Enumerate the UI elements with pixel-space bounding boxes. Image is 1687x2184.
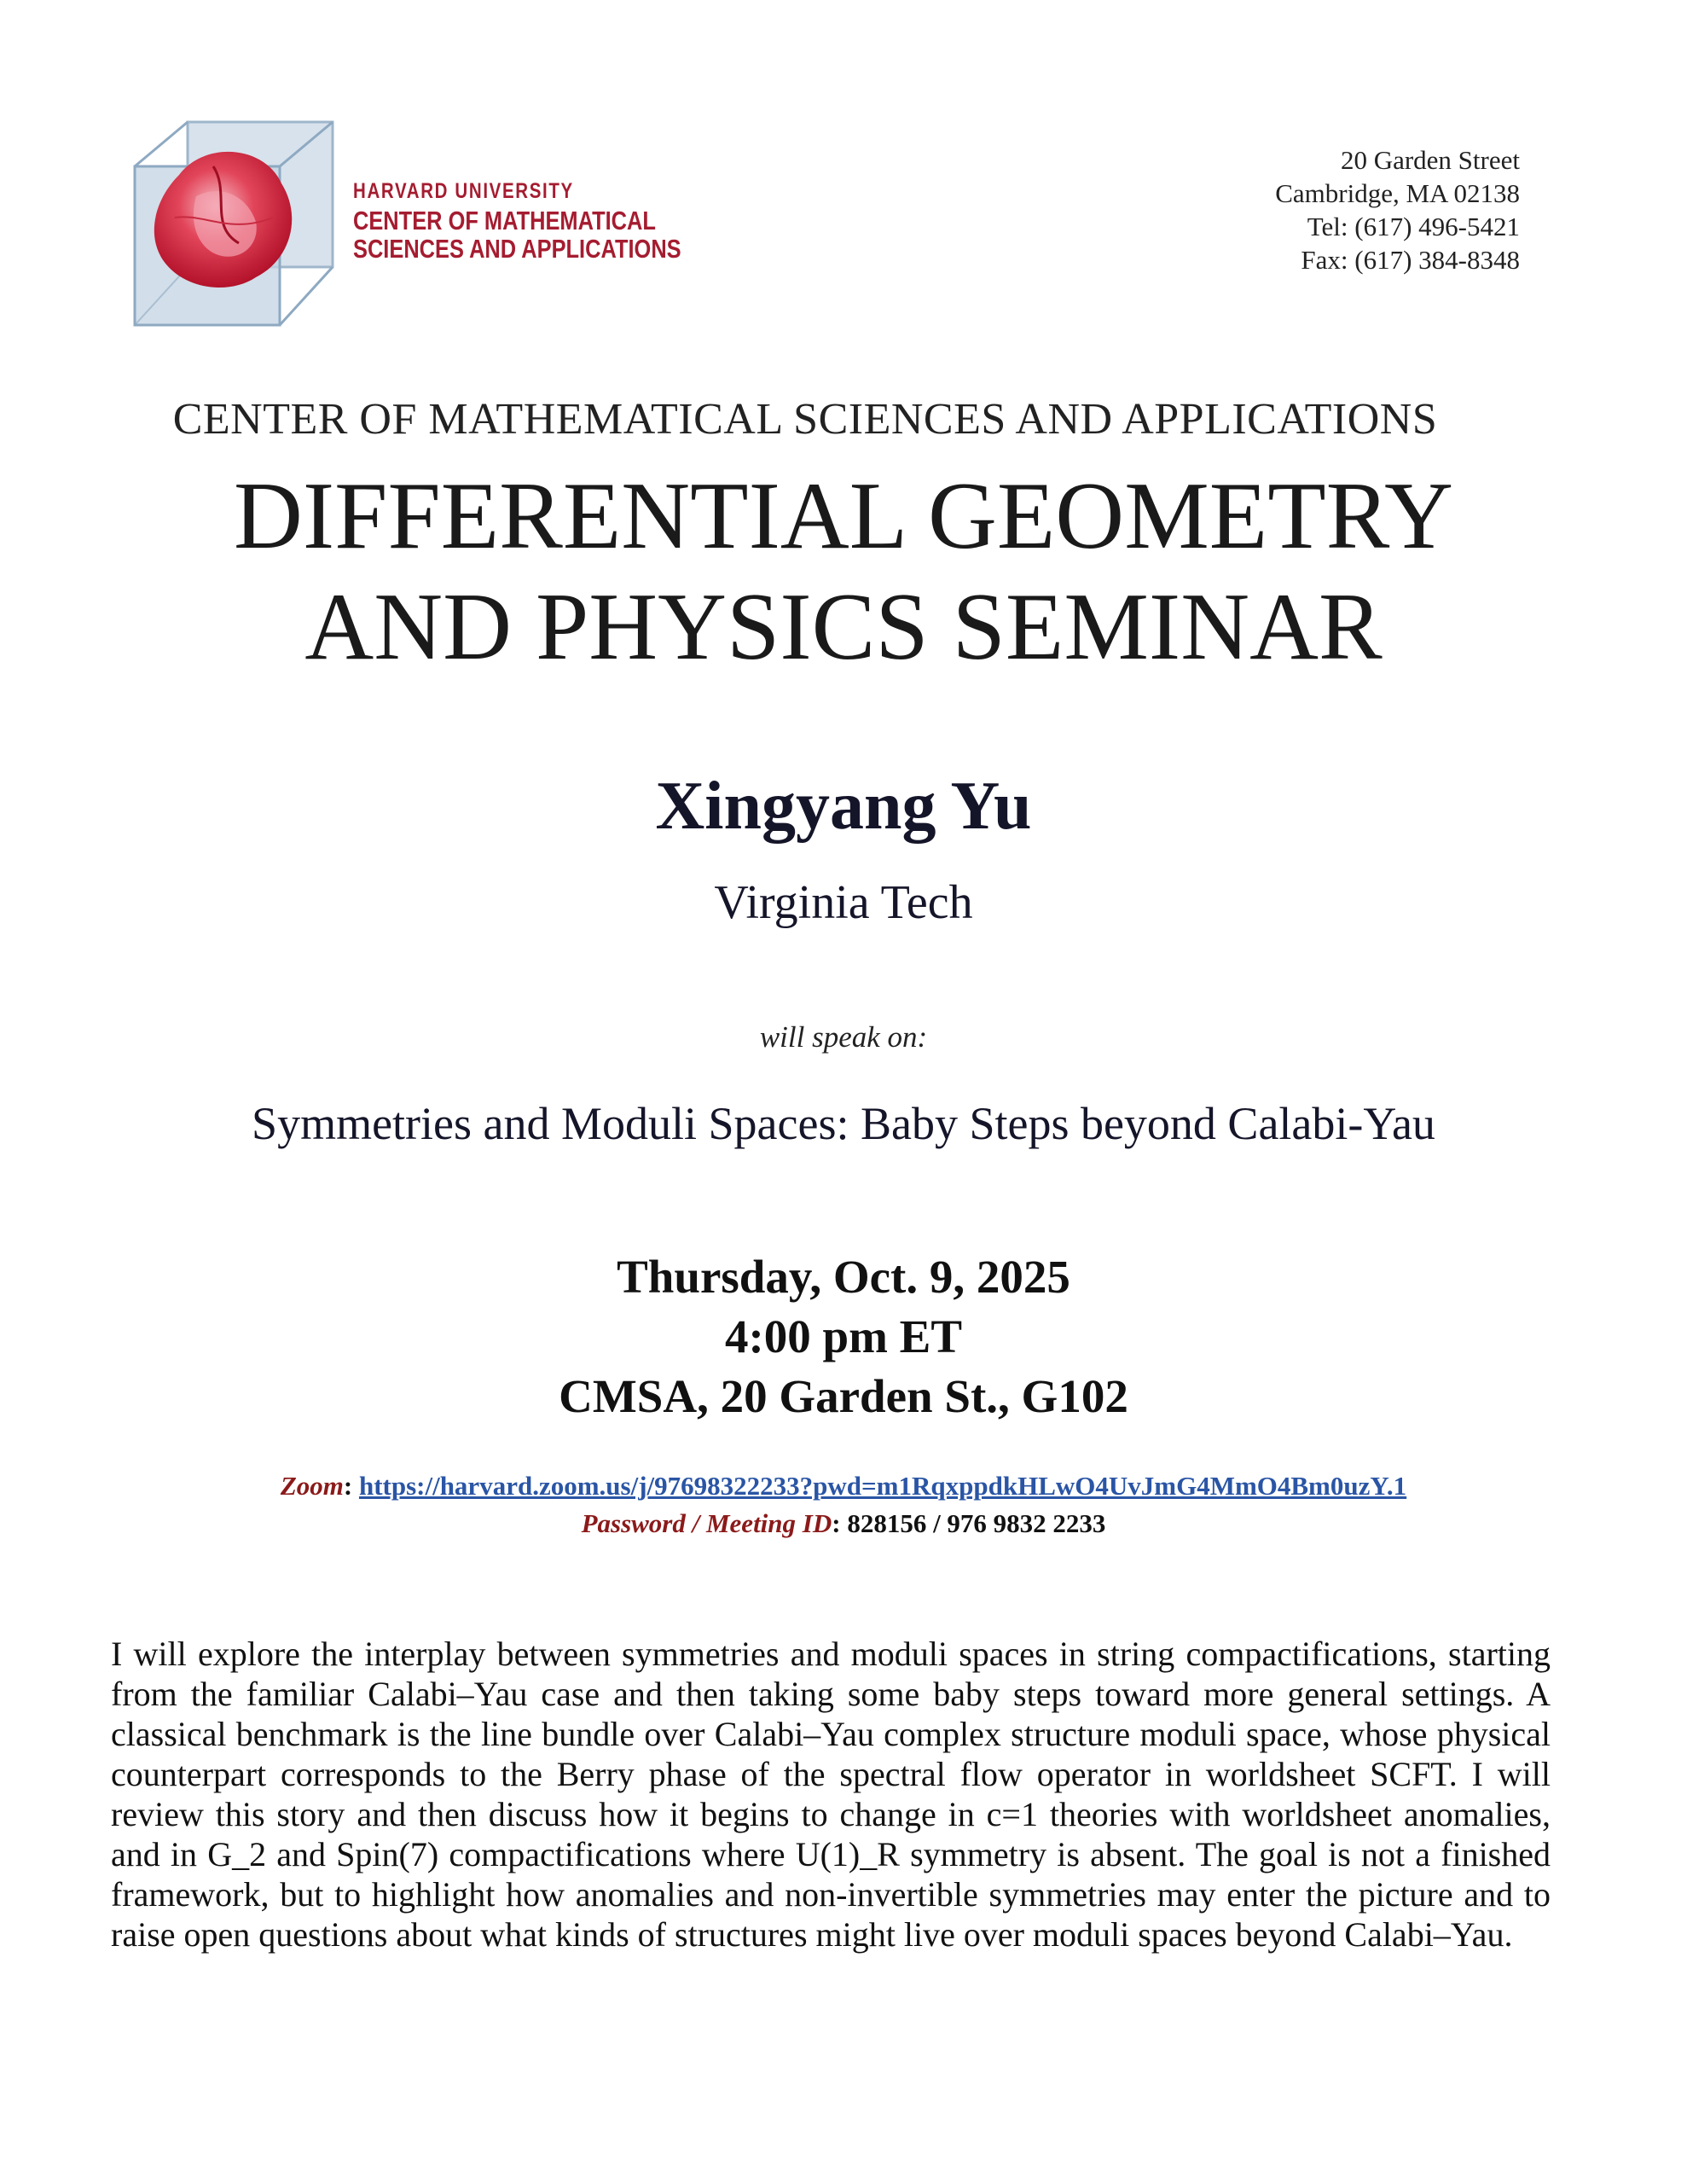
password-value: 828156 / 976 9832 2233 [847, 1508, 1106, 1538]
zoom-info [0, 1467, 1687, 1542]
speaker-affiliation: Virginia Tech [714, 876, 973, 929]
seminar-title [0, 461, 1687, 682]
cmsa-logo-icon [128, 115, 341, 328]
event-date: Thursday, Oct. 9, 2025 [617, 1251, 1070, 1303]
address-tel: Tel: (617) 496-5421 [1307, 212, 1520, 241]
logo-line-1: HARVARD UNIVERSITY [353, 179, 574, 203]
seminar-title-line-2: AND PHYSICS SEMINAR [304, 574, 1383, 680]
seminar-title-line-1: DIFFERENTIAL GEOMETRY [233, 463, 1454, 569]
address-fax: Fax: (617) 384-8348 [1301, 245, 1520, 275]
zoom-link[interactable]: https://harvard.zoom.us/j/97698322233?pwd=m1RqxppdkHLwO4UvJmG4MmO4Bm0uzY.1 [358, 1471, 1407, 1501]
logo-wordmark [353, 181, 681, 262]
event-location: CMSA, 20 Garden St., G102 [559, 1370, 1128, 1422]
talk-intro: will speak on: [759, 1020, 928, 1054]
zoom-line: Zoom: https://harvard.zoom.us/j/97698322233?pwd=m1RqxppdkHLwO4UvJmG4MmO4Bm0uzY.1 [280, 1471, 1407, 1501]
event-time: 4:00 pm ET [724, 1310, 963, 1362]
zoom-label: Zoom [280, 1471, 344, 1501]
logo-line-2: CENTER OF MATHEMATICAL [353, 206, 656, 235]
address-street: 20 Garden Street [1340, 145, 1520, 175]
password-label: Password / Meeting ID [581, 1508, 832, 1538]
talk-title: Symmetries and Moduli Spaces: Baby Steps beyond Calabi-Yau [252, 1098, 1435, 1149]
abstract-text: I will explore the interplay between symmetries and moduli spaces in string compactifications, starting from the familiar Calabi–Yau case and then taking some baby steps toward more general settings. A classical benchmark is the line bundle over Calabi–Yau complex structure moduli space, whose physical counterpart corresponds to the Berry phase of the spectral flow operator in worldsheet SCFT. I will review this story and then discuss how it begins to change in c=1 theories with worldsheet anomalies, and in G_2 and Spin(7) compactifications where U(1)_R symmetry is absent. The goal is not a finished framework, but to highlight how anomalies and non-invertible symmetries may enter the picture and to raise open questions about what kinds of structures might live over moduli spaces beyond Calabi–Yau. [111, 1635, 1551, 1954]
logo-line-3: SCIENCES AND APPLICATIONS [353, 234, 681, 264]
event-details [0, 1247, 1687, 1426]
address-block [1275, 143, 1520, 276]
password-line: Password / Meeting ID: 828156 / 976 9832 2233 [581, 1508, 1106, 1538]
address-city: Cambridge, MA 02138 [1275, 178, 1520, 208]
speaker-name: Xingyang Yu [655, 769, 1032, 844]
center-name: CENTER OF MATHEMATICAL SCIENCES AND APPLICATIONS [172, 395, 1438, 444]
